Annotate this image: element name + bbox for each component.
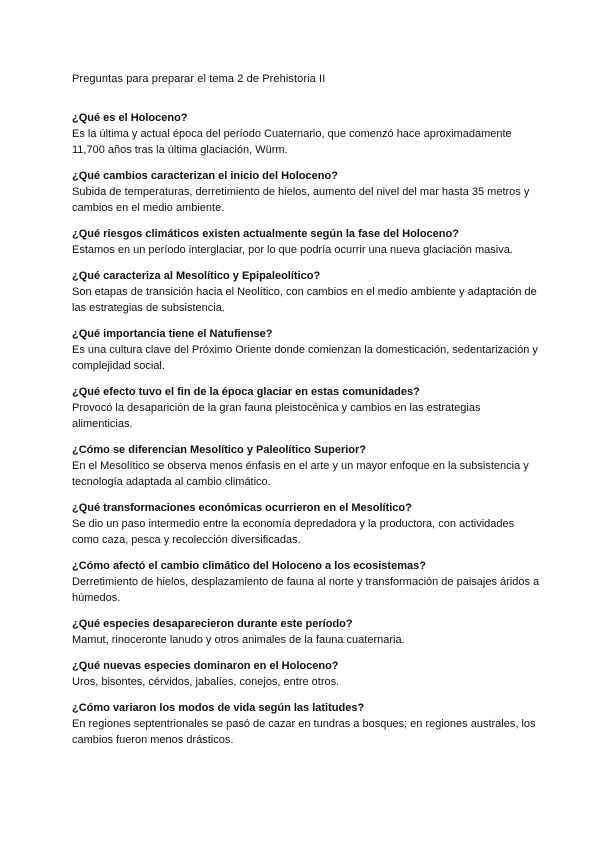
- answer: Uros, bisontes, cérvidos, jabalíes, conejos, entre otros.: [72, 676, 340, 688]
- question: ¿Qué nuevas especies dominaron en el Holoceno?: [72, 660, 339, 672]
- answer: Mamut, rinoceronte lanudo y otros animales de la fauna cuaternaria.: [72, 634, 405, 646]
- question: ¿Qué especies desaparecieron durante este período?: [72, 618, 353, 630]
- question: ¿Qué transformaciones económicas ocurrieron en el Mesolítico?: [72, 502, 412, 514]
- answer: Estamos en un período interglaciar, por lo que podría ocurrir una nueva glaciación masiva.: [72, 244, 513, 256]
- question: ¿Cómo variaron los modos de vida según las latitudes?: [72, 702, 365, 714]
- qa-item: [72, 327, 560, 374]
- qa-item: [72, 111, 560, 158]
- qa-item: [72, 227, 560, 258]
- qa-item: [72, 269, 560, 316]
- qa-item: [72, 659, 560, 690]
- qa-item: [72, 443, 560, 490]
- question: ¿Qué efecto tuvo el fin de la época glaciar en estas comunidades?: [72, 386, 420, 398]
- qa-item: [72, 701, 560, 748]
- qa-item: [72, 501, 560, 548]
- answer: En el Mesolítico se observa menos énfasis en el arte y un mayor enfoque en la subsistencia y tecnología adaptada al cambio climático.: [72, 460, 529, 488]
- answer: Son etapas de transición hacia el Neolítico, con cambios en el medio ambiente y adaptación de las estrategias de subsistencia.: [72, 286, 537, 314]
- question: ¿Qué riesgos climáticos existen actualmente según la fase del Holoceno?: [72, 228, 459, 240]
- answer: Es una cultura clave del Próximo Oriente donde comienzan la domesticación, sedentarización y complejidad social.: [72, 344, 538, 372]
- answer: Provocó la desaparición de la gran fauna pleistocénica y cambios en las estrategias alimenticias.: [72, 402, 481, 430]
- question: ¿Cómo afectó el cambio climático del Holoceno a los ecosistemas?: [72, 560, 426, 572]
- question: ¿Qué es el Holoceno?: [72, 112, 188, 124]
- qa-item: [72, 385, 560, 432]
- answer: Derretimiento de hielos, desplazamiento de fauna al norte y transformación de paisajes áridos a húmedos.: [72, 576, 540, 604]
- answer: En regiones septentrionales se pasó de cazar en tundras a bosques; en regiones australes, los cambios fueron menos drásticos.: [72, 718, 536, 746]
- answer: Es la última y actual época del período Cuaternario, que comenzó hace aproximadamente 11,700 años tras la última glaciación, Würm.: [72, 128, 512, 156]
- document-title: Preguntas para preparar el tema 2 de Prehistoria II: [72, 73, 326, 85]
- question: ¿Cómo se diferencian Mesolítico y Paleolítico Superior?: [72, 444, 367, 456]
- qa-item: [72, 559, 560, 606]
- qa-item: [72, 617, 560, 648]
- question: ¿Qué cambios caracterizan el inicio del Holoceno?: [72, 170, 338, 182]
- qa-item: [72, 169, 560, 216]
- answer: Se dio un paso intermedio entre la economía depredadora y la productora, con actividades como caza, pesca y recolección diversificadas.: [72, 518, 515, 546]
- question: ¿Qué caracteriza al Mesolítico y Epipaleolítico?: [72, 270, 321, 282]
- answer: Subida de temperaturas, derretimiento de hielos, aumento del nivel del mar hasta 35 metros y cambios en el medio ambiente.: [72, 186, 530, 214]
- question: ¿Qué importancia tiene el Natufiense?: [72, 328, 273, 340]
